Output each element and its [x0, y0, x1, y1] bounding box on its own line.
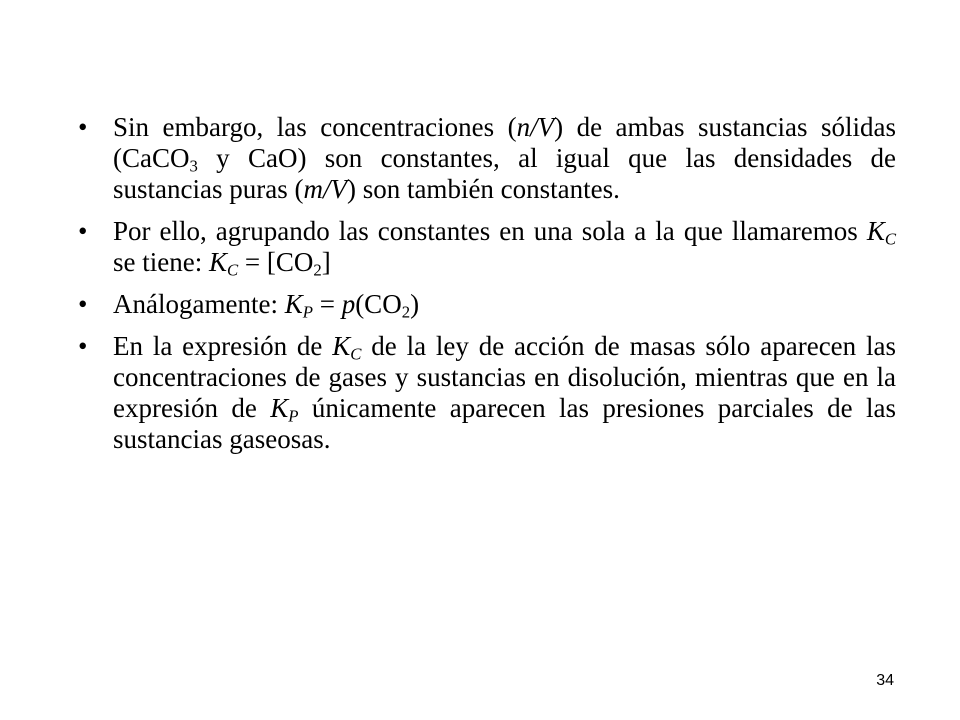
math-symbol: K — [284, 289, 303, 319]
text-run: se tiene: — [113, 247, 209, 277]
math-symbol: m/V — [303, 174, 347, 204]
math-symbol: K — [332, 331, 351, 361]
text-run: (CO — [355, 289, 402, 319]
bullet-text — [113, 331, 896, 454]
bullet-item — [78, 331, 896, 455]
text-run: ) de ambas sustancias sólidas (CaCO — [113, 112, 896, 173]
text-run: ] — [321, 247, 331, 277]
subscript-text: C — [350, 344, 362, 364]
text-run: de la ley de acción de masas sólo aparecen las concentraciones de gases y sustancias en disolución, mientras que en la expresión de — [113, 331, 896, 423]
bullet-marker: • — [78, 289, 88, 319]
subscript-text: 2 — [313, 260, 322, 280]
text-run: ) — [410, 289, 420, 319]
bullet-text — [113, 289, 420, 322]
text-run: únicamente aparecen las presiones parciales de las sustancias gaseosas. — [113, 393, 897, 454]
bullet-marker: • — [78, 331, 88, 361]
bullet-item — [78, 112, 896, 205]
slide-content — [78, 112, 896, 466]
bullet-item — [78, 289, 896, 320]
subscript-text: P — [302, 302, 313, 322]
bullet-list — [78, 112, 896, 455]
math-symbol: K — [270, 393, 289, 423]
text-run: Análogamente: — [113, 289, 285, 319]
text-run: y CaO) son constantes, al igual que las densidades de sustancias puras ( — [113, 143, 896, 204]
subscript-text: 3 — [189, 156, 198, 176]
subscript-text: P — [288, 406, 299, 426]
math-symbol: p — [341, 289, 356, 319]
bullet-marker: • — [78, 112, 88, 142]
bullet-text — [113, 216, 896, 280]
text-run: = [CO — [238, 247, 314, 277]
bullet-item — [78, 216, 896, 278]
subscript-text: C — [884, 229, 896, 249]
text-run: En la expresión de — [113, 331, 333, 361]
text-run: Sin embargo, las concentraciones ( — [113, 112, 517, 142]
math-symbol: K — [866, 216, 885, 246]
bullet-text — [113, 112, 896, 204]
subscript-text: C — [226, 260, 239, 280]
page-number: 34 — [876, 672, 894, 689]
math-symbol: n/V — [516, 112, 555, 142]
bullet-marker: • — [78, 216, 88, 246]
text-run: Por ello, agrupando las constantes en una sola a la que llamaremos — [113, 216, 867, 246]
math-symbol: K — [208, 247, 227, 277]
text-run: ) son también constantes. — [346, 174, 620, 204]
text-run: = — [312, 289, 342, 319]
subscript-text: 2 — [401, 302, 411, 322]
